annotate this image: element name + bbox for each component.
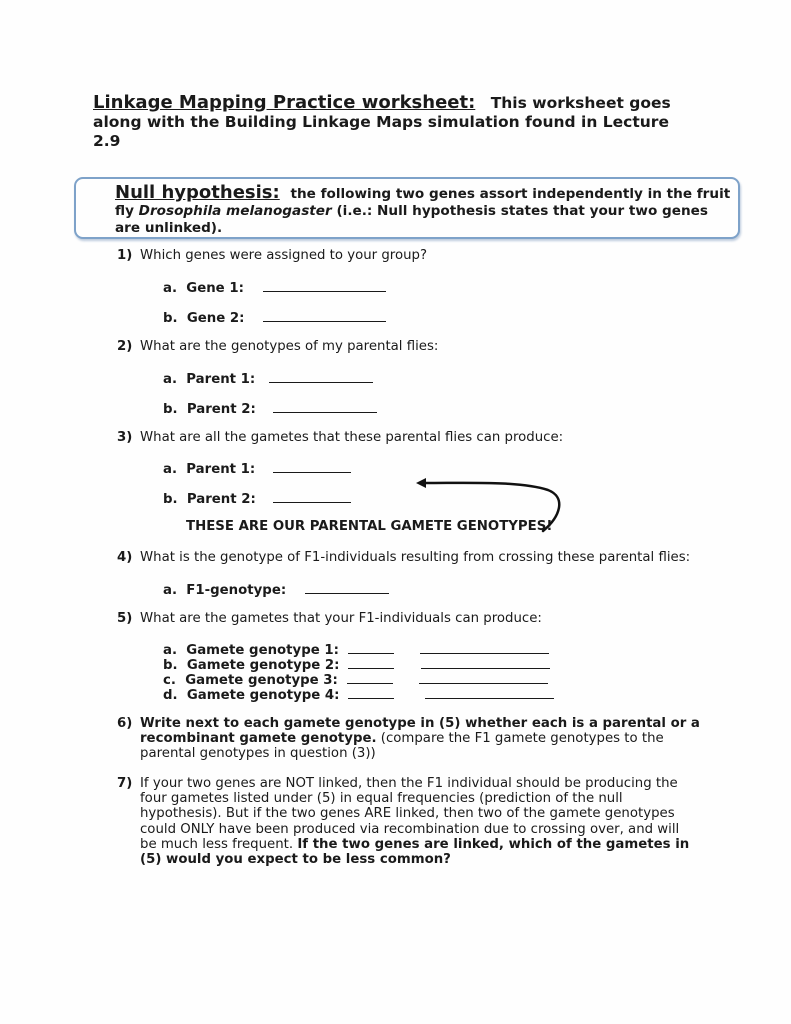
species-name: Drosophila melanogaster xyxy=(138,203,332,219)
gamete-genotype-blank[interactable] xyxy=(348,641,394,654)
gamete-genotype-label: c. Gamete genotype 3: xyxy=(163,673,338,688)
gamete-type-blank[interactable] xyxy=(420,641,549,654)
question-number: 5) xyxy=(117,611,133,626)
null-hypothesis-note: (i.e.: Null hypothesis states that your two genes are unlinked). xyxy=(115,203,708,236)
parent-1-label: a. Parent 1: xyxy=(163,462,256,477)
question-text: If your two genes are NOT linked, then the F1 individual should be producing the four gametes listed under (5) in equal frequencies (prediction of the null hypothesis). But if the two genes ARE linked, then two of the gamete genotypes could ONLY have been produced via recombination due to crossing over, and will be much less frequent. xyxy=(140,776,680,852)
parental-gamete-note: THESE ARE OUR PARENTAL GAMETE GENOTYPES! xyxy=(186,519,553,534)
question-text: What are the genotypes of my parental flies: xyxy=(140,339,439,354)
null-hypothesis-text: the following two genes assort independently in the fruit fly xyxy=(115,186,731,219)
question-number: 3) xyxy=(117,430,133,445)
null-hypothesis-heading: Null hypothesis: xyxy=(115,182,280,203)
gene-2-label: b. Gene 2: xyxy=(163,311,245,326)
question-number: 1) xyxy=(117,248,133,263)
question-text: What are all the gametes that these parental flies can produce: xyxy=(140,430,564,445)
gamete-genotype-4-item xyxy=(163,686,554,703)
gamete-genotype-label: a. Gamete genotype 1: xyxy=(163,643,339,658)
f1-genotype-item xyxy=(163,581,389,598)
gamete-type-blank[interactable] xyxy=(421,656,550,669)
f1-genotype-blank[interactable] xyxy=(305,581,389,594)
f1-genotype-label: a. F1-genotype: xyxy=(163,583,287,598)
parent-1-label: a. Parent 1: xyxy=(163,372,256,387)
gamete-genotype-label: b. Gamete genotype 2: xyxy=(163,658,340,673)
gamete-type-blank[interactable] xyxy=(419,671,548,684)
gamete-genotype-blank[interactable] xyxy=(348,656,394,669)
question-number: 4) xyxy=(117,550,133,565)
question-text-bold: If the two genes are linked, which of the gametes in (5) would you expect to be less common? xyxy=(140,836,690,868)
gamete-genotype-blank[interactable] xyxy=(347,671,393,684)
question-number: 6) xyxy=(117,716,133,731)
gene-1-label: a. Gene 1: xyxy=(163,281,244,296)
question-text-bold: Write next to each gamete genotype in (5) whether each is a parental or a recombinant gamete genotype. xyxy=(140,716,700,747)
title-description: This worksheet goes along with the Building Linkage Maps simulation found in Lecture 2.9 xyxy=(93,94,671,150)
title-main: Linkage Mapping Practice worksheet: xyxy=(93,92,476,113)
question-text: Which genes were assigned to your group? xyxy=(140,248,428,263)
question-number: 7) xyxy=(117,776,133,791)
gamete-genotype-label: d. Gamete genotype 4: xyxy=(163,688,340,703)
question-text: What is the genotype of F1-individuals resulting from crossing these parental flies: xyxy=(140,550,691,565)
question-text: What are the gametes that your F1-individuals can produce: xyxy=(140,611,542,626)
question-number: 2) xyxy=(117,339,133,354)
parent-2-label: b. Parent 2: xyxy=(163,402,256,417)
gamete-type-blank[interactable] xyxy=(425,686,554,699)
question-text-note: (compare the F1 gamete genotypes to the parental genotypes in question (3)) xyxy=(140,731,664,762)
gamete-genotype-blank[interactable] xyxy=(348,686,394,699)
parent-2-label: b. Parent 2: xyxy=(163,492,256,507)
